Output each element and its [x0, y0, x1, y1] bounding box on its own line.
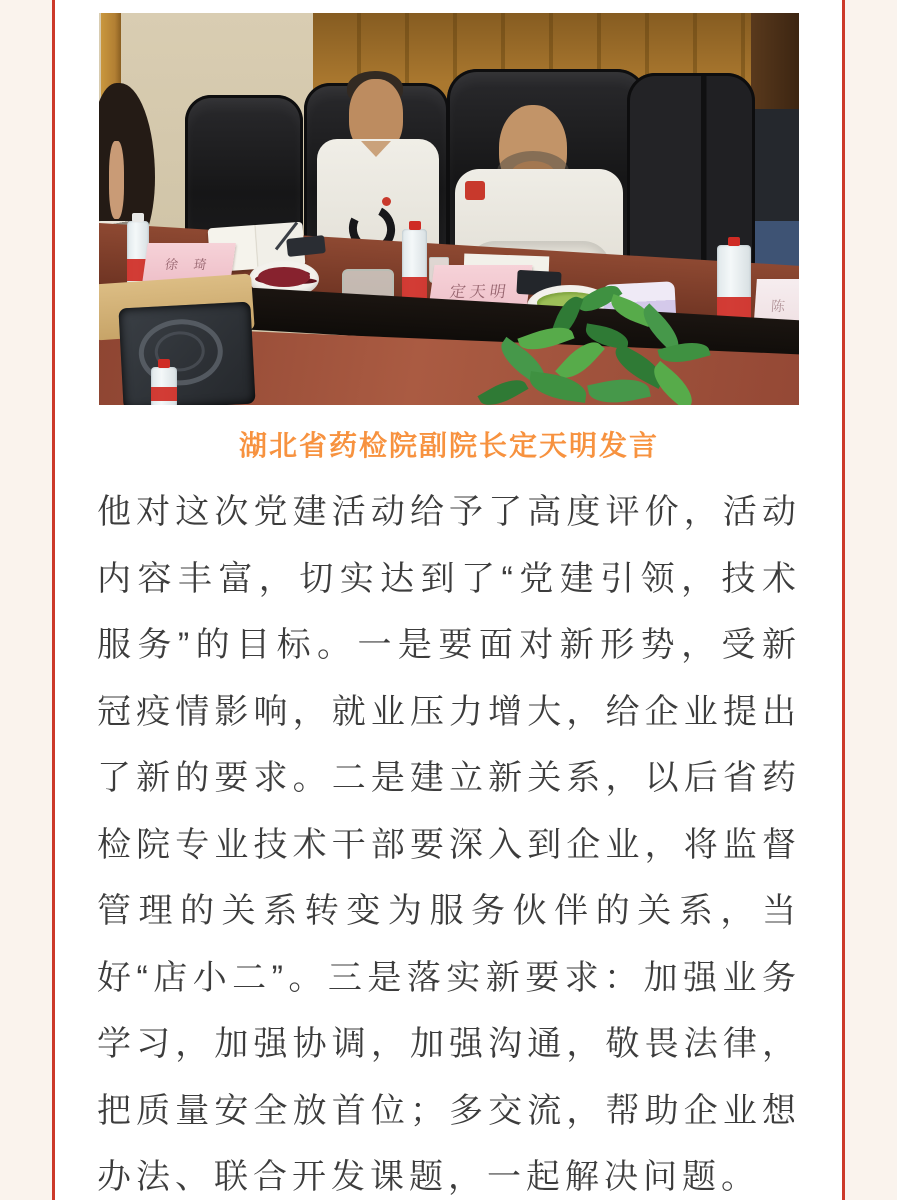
- left-border-line: [52, 0, 55, 1200]
- water-bottle-floor: [151, 367, 177, 405]
- article-content: [55, 0, 843, 1200]
- right-person: [751, 109, 799, 229]
- name-card-label: 徐 琦: [163, 256, 214, 272]
- woman-face: [109, 141, 124, 219]
- speaker-box: [118, 302, 255, 405]
- man1-party-badge: [382, 197, 391, 206]
- green-plant: [459, 287, 719, 405]
- article-body: 他对这次党建活动给予了高度评价，活动内容丰富，切实达到了“党建引领，技术服务”的目标。一是要面对新形势，受新冠疫情影响，就业压力增大，给企业提出了新的要求。二是建立新关系，以后省药检院专业技术干部要深入到企业，将监督管理的关系转变为服务伙伴的关系，当好“店小二”。三是落实新要求：加强业务学习，加强协调，加强沟通，敬畏法律，把质量安全放首位；多交流，帮助企业想办法、联合开发课题，一起解决问题。: [97, 493, 801, 1196]
- cherries: [258, 267, 310, 287]
- meeting-photo[interactable]: [99, 13, 799, 405]
- name-card-label: 陈: [770, 298, 786, 314]
- right-border-line: [842, 0, 845, 1200]
- man2-sleeve-badge: [465, 181, 485, 200]
- water-bottle-center: [402, 229, 427, 307]
- photo-caption: 湖北省药检院副院长定天明发言: [238, 430, 659, 461]
- name-card-label: 定天明: [448, 283, 511, 301]
